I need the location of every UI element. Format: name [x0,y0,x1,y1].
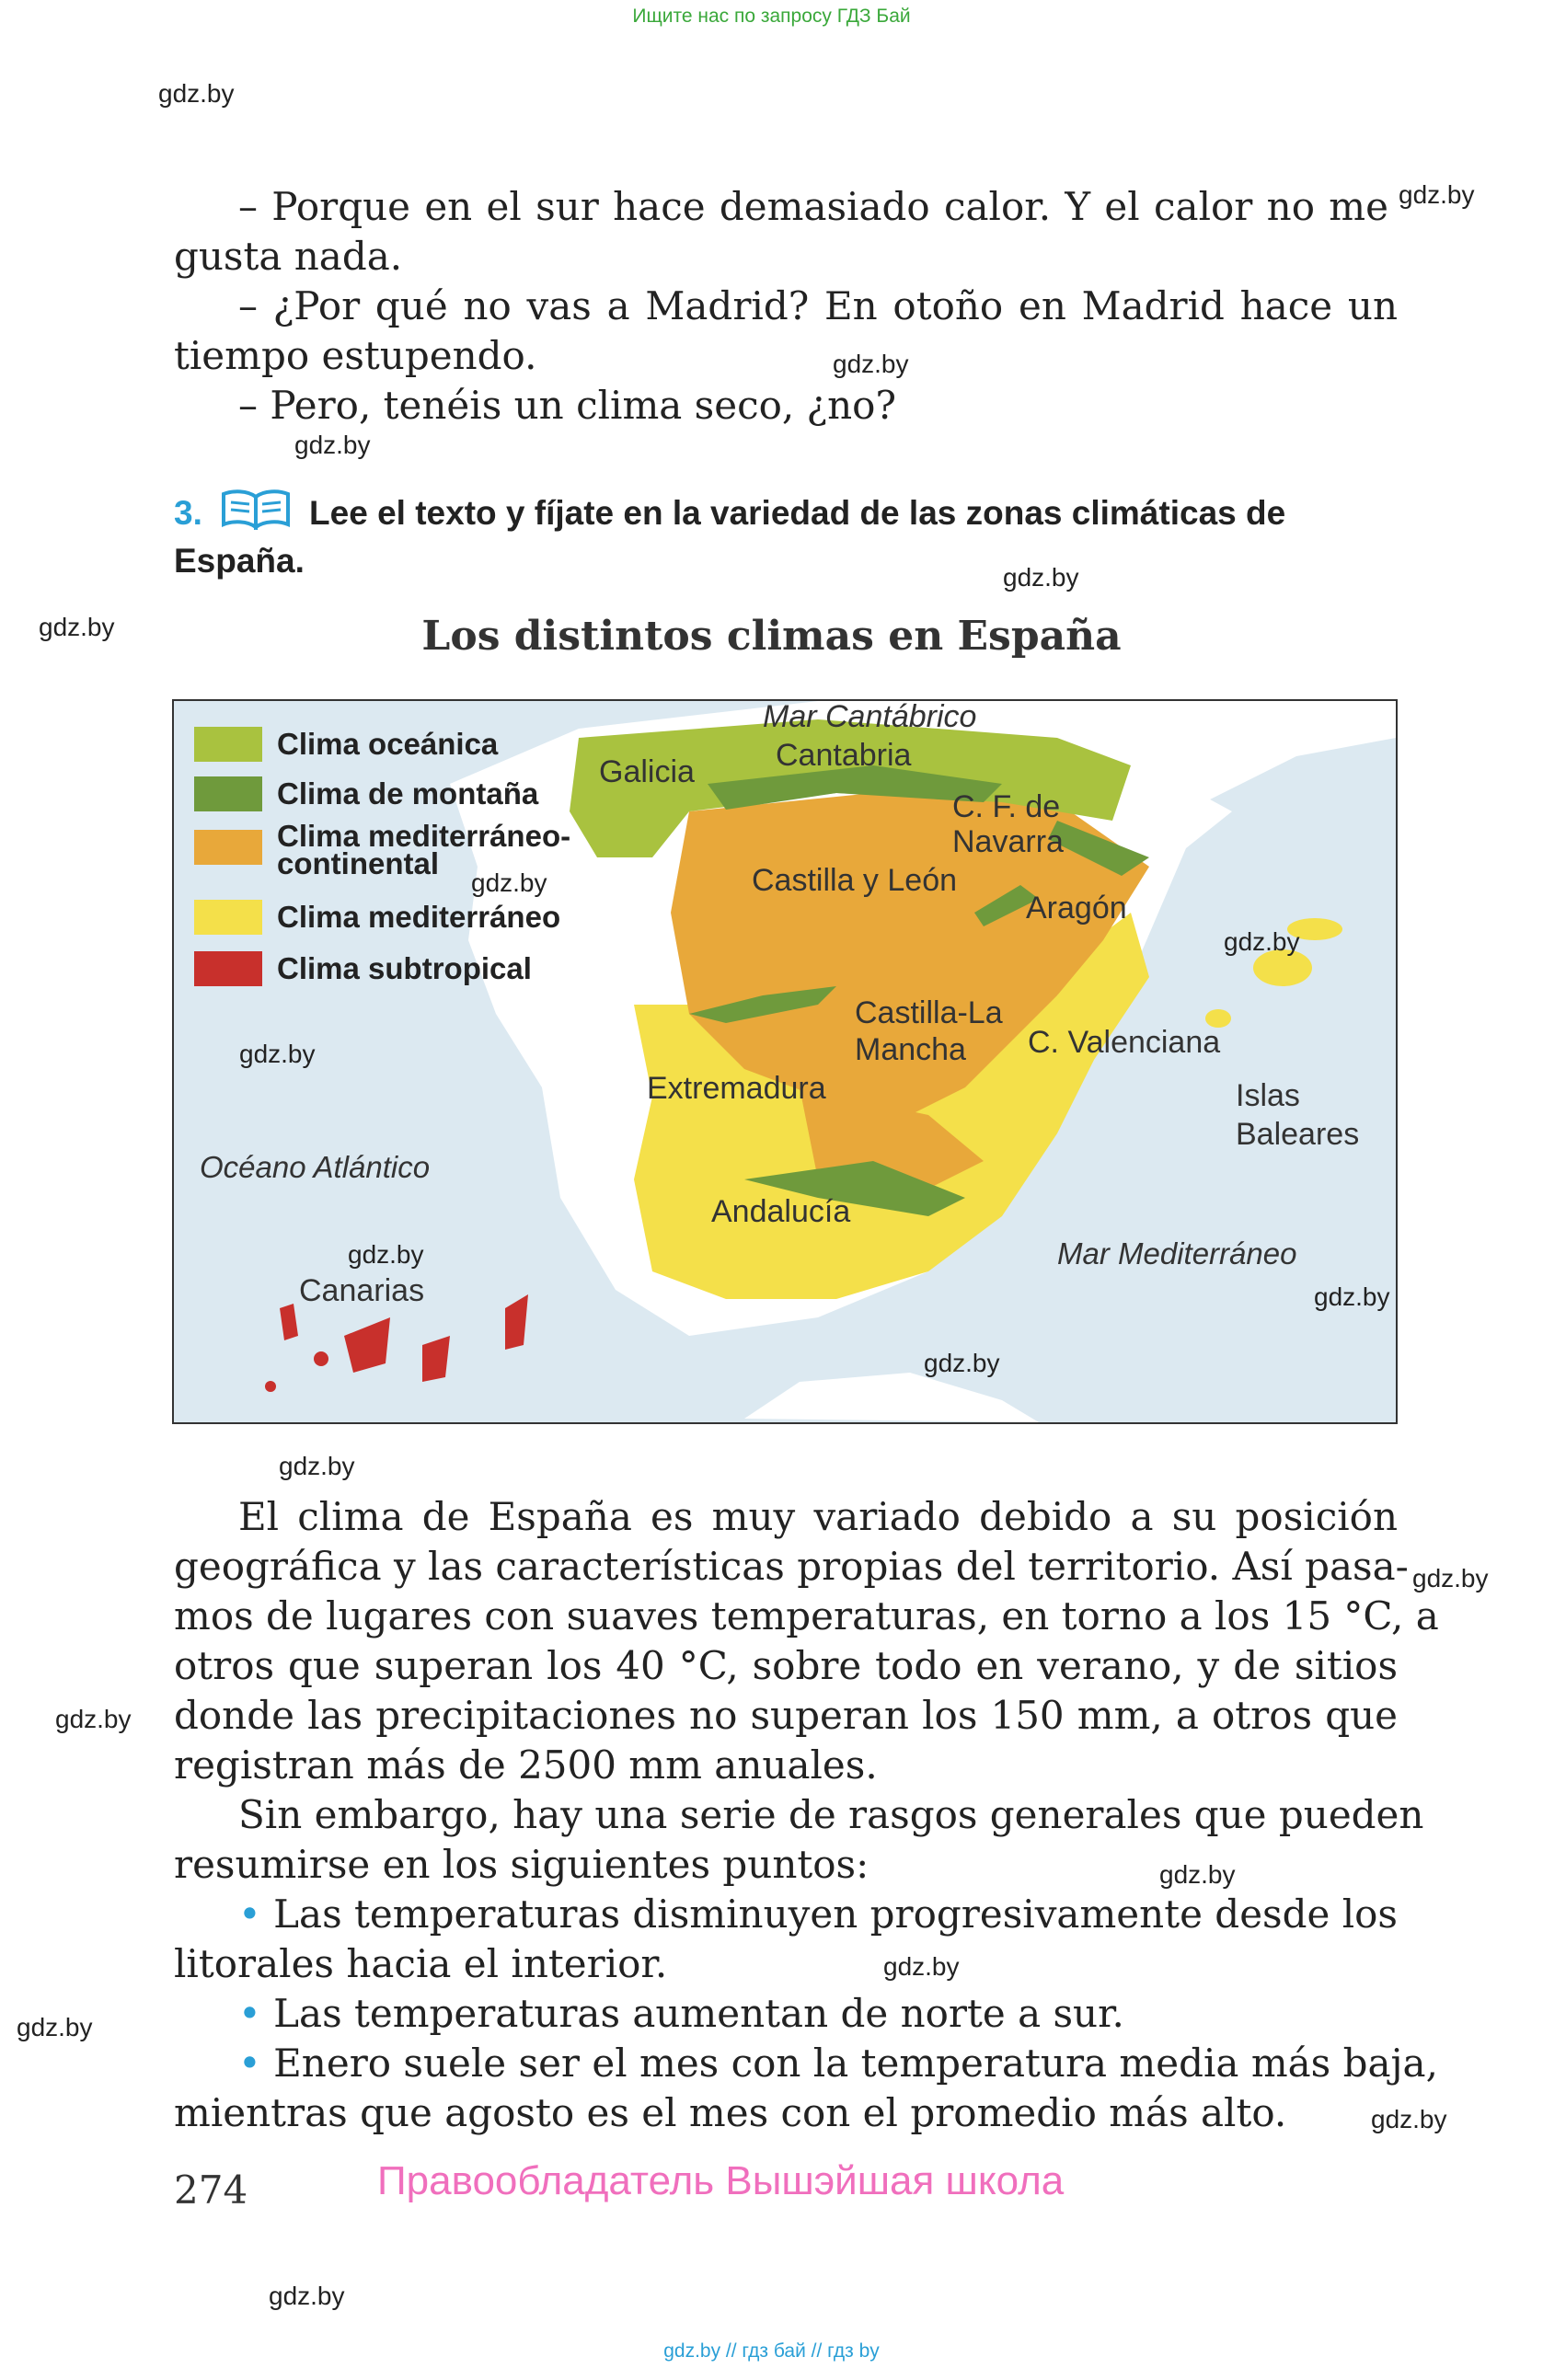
bullet-text: Enero suele ser el mes con la temperatura media más baja, [273,2041,1438,2086]
sea-label: Mar Mediterráneo [1057,1236,1297,1270]
region-label: C. Valenciana [1028,1025,1221,1060]
legend-swatch-subtropical [194,951,262,986]
legend-swatch-oceanic [194,727,262,762]
watermark: gdz.by [269,2282,345,2310]
region-label: Extremadura [647,1071,826,1106]
paragraph-line: El clima de España es muy variado debido a su posición [238,1494,1398,1539]
legend-label: continental [277,846,440,880]
legend-swatch-mountain [194,776,262,811]
top-search-banner[interactable]: Ищите нас по запросу ГДЗ Бай [632,6,911,27]
copyright-holder: Правообладатель Вышэйшая школа [377,2158,1065,2203]
bullet-item [174,1989,1398,2039]
legend-label: Clima mediterráneo [277,900,561,934]
region-label: Galicia [599,754,695,789]
region-label: C. F. de [952,789,1061,824]
watermark: gdz.by [39,613,115,641]
legend-label: Clima mediterráneo- [277,819,571,853]
watermark: gdz.by [1412,1564,1489,1592]
paragraph-line: registran más de 2500 mm anuales. [174,1742,878,1788]
dialogue-line: – Porque en el sur hace demasiado calor. Y el calor no me [238,184,1388,229]
region-label: Mancha [855,1032,966,1067]
task-number: 3. [174,494,202,532]
watermark: gdz.by [158,79,235,108]
watermark: gdz.by [924,1349,1000,1377]
legend-label: Clima de montaña [277,776,539,811]
watermark: gdz.by [294,431,371,459]
legend-label: Clima subtropical [277,951,532,985]
region-label: Cantabria [776,738,912,773]
region-label: Navarra [952,824,1064,859]
island-canary [505,1294,528,1350]
africa-land [744,1373,1039,1422]
bullet-icon: • [238,1991,261,2036]
legend-swatch-mediterranean [194,900,262,935]
watermark: gdz.by [1003,563,1079,592]
bullet-icon: • [238,2041,261,2086]
island-canary [422,1336,450,1382]
open-book-icon [220,488,292,534]
legend-swatch-continental [194,830,262,865]
island-canary [314,1351,328,1366]
region-label: Baleares [1236,1117,1360,1152]
region-label: Islas [1236,1078,1300,1113]
island-canary [344,1317,390,1373]
watermark: gdz.by [1371,2105,1447,2133]
paragraph-line: donde las precipitaciones no superan los 150 mm, a otros que [174,1693,1398,1738]
watermark: gdz.by [883,1952,960,1981]
paragraph-line: geográfica y las características propias del territorio. Así pasa- [174,1544,1409,1589]
bullet-text: Las temperaturas aumentan de norte a sur. [273,1991,1124,2036]
watermark: gdz.by [1224,927,1300,956]
watermark: gdz.by [1399,180,1475,209]
watermark: gdz.by [348,1240,424,1269]
region-label: Canarias [299,1273,425,1308]
legend-label: Clima oceánica [277,727,499,761]
climate-map [172,699,1398,1424]
dialogue-line: – Pero, tenéis un clima seco, ¿no? [238,383,896,428]
watermark: gdz.by [55,1705,132,1733]
region-label: Andalucía [711,1194,851,1229]
page-number: 274 [174,2167,248,2213]
bullet-item-cont: mientras que agosto es el mes con el promedio más alto. [174,2090,1287,2135]
dialogue-line: gusta nada. [174,234,403,279]
dialogue-line: – ¿Por qué no vas a Madrid? En otoño en Madrid hace un [238,283,1398,328]
sea-label: Océano Atlántico [200,1150,431,1184]
dialogue-block [174,182,1398,431]
region-label: Castilla y León [752,863,958,898]
section-heading: Los distintos climas en España [421,613,1122,660]
sea-label: Mar Cantábrico [763,701,977,734]
region-label: Aragón [1026,891,1127,926]
bullet-item [174,1890,1398,1939]
paragraph-line: mos de lugares con suaves temperaturas, en torno a los 15 °C, a [174,1593,1439,1638]
task-text-line2: España. [174,542,305,580]
watermark: gdz.by [471,868,547,897]
paragraph-line: resumirse en los siguientes puntos: [174,1842,869,1887]
paragraph-line: Sin embargo, hay una serie de rasgos generales que pueden [238,1792,1424,1837]
watermark: gdz.by [17,2013,93,2041]
bottom-links[interactable]: gdz.by // гдз бай // гдз by [663,2340,880,2362]
watermark: gdz.by [279,1452,355,1480]
watermark: gdz.by [1159,1860,1236,1889]
task-instruction [174,488,1398,585]
bullet-icon: • [238,1891,261,1937]
watermark: gdz.by [833,350,909,378]
bullet-text: Las temperaturas disminuyen progresivamente desde los [273,1891,1398,1937]
region-label: Castilla-La [855,995,1003,1030]
bullet-item-cont: litorales hacia el interior. [174,1941,668,1986]
watermark: gdz.by [239,1040,316,1068]
paragraph-line: otros que superan los 40 °C, sobre todo en verano, y de sitios [174,1643,1398,1688]
task-text-line1: Lee el texto y fíjate en la variedad de las zonas climáticas de [309,494,1286,532]
bullet-item [174,2039,1438,2088]
dialogue-line: tiempo estupendo. [174,333,537,378]
island-canary [265,1381,276,1392]
island-canary [280,1304,298,1340]
watermark: gdz.by [1314,1282,1390,1311]
